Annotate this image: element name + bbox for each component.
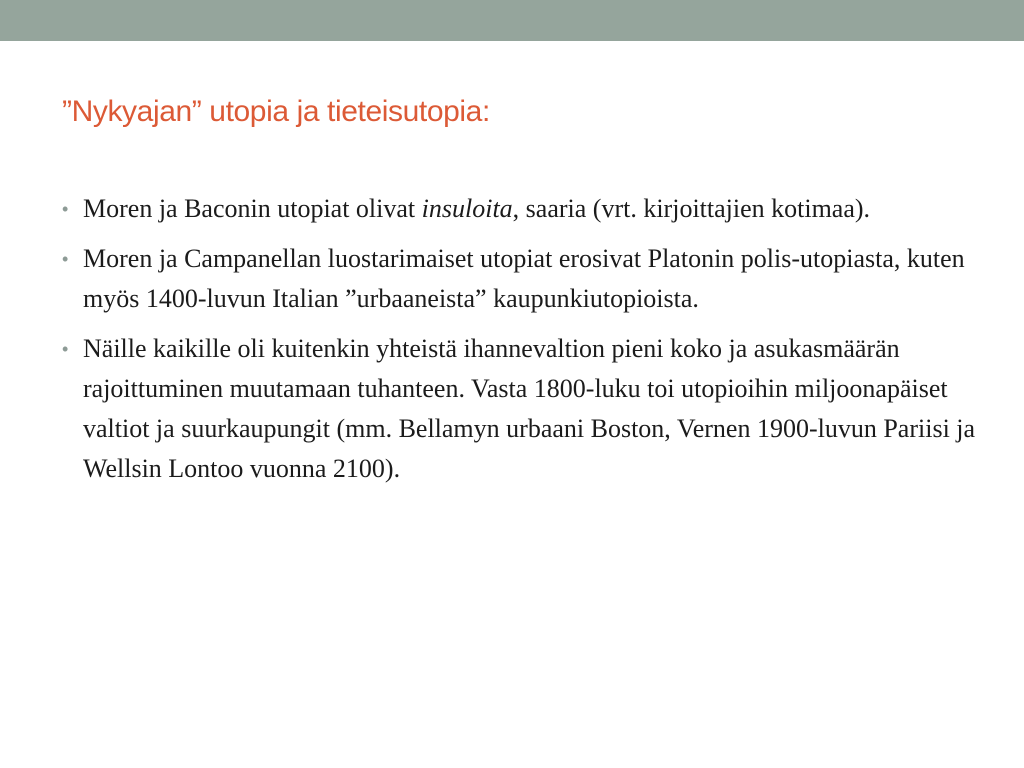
bullet-dot-icon: • [62,339,69,359]
top-accent-band [0,0,1024,41]
bullet-item [62,239,982,319]
bullet-text [83,189,982,229]
bullet-item [62,329,982,489]
bullet-text: Näille kaikille oli kuitenkin yhteistä ihannevaltion pieni koko ja asukasmäärän rajoittuminen muutamaan tuhanteen. Vasta 1800-luku toi utopioihin miljoonapäiset valtiot ja suurkaupungit (mm. Bellamyn urbaani Boston, Vernen 1900-luvun Pariisi ja Wellsin Lontoo vuonna 2100). [83,334,976,483]
bullet-dot-icon: • [62,249,69,269]
bullet-text-emphasis: insuloita [421,194,513,223]
bullet-list [62,189,982,499]
bullet-item [62,189,982,229]
bullet-text-part: , saaria (vrt. kirjoittajien kotimaa). [512,194,871,223]
bullet-text-part: Moren ja Baconin utopiat olivat [83,194,422,223]
bullet-dot-icon: • [62,199,69,219]
slide-title: ”Nykyajan” utopia ja tieteisutopia: [62,95,490,128]
bullet-text: Moren ja Campanellan luostarimaiset utopiat erosivat Platonin polis-utopiasta, kuten myös 1400-luvun Italian ”urbaaneista” kaupunkiutopioista. [83,244,965,313]
